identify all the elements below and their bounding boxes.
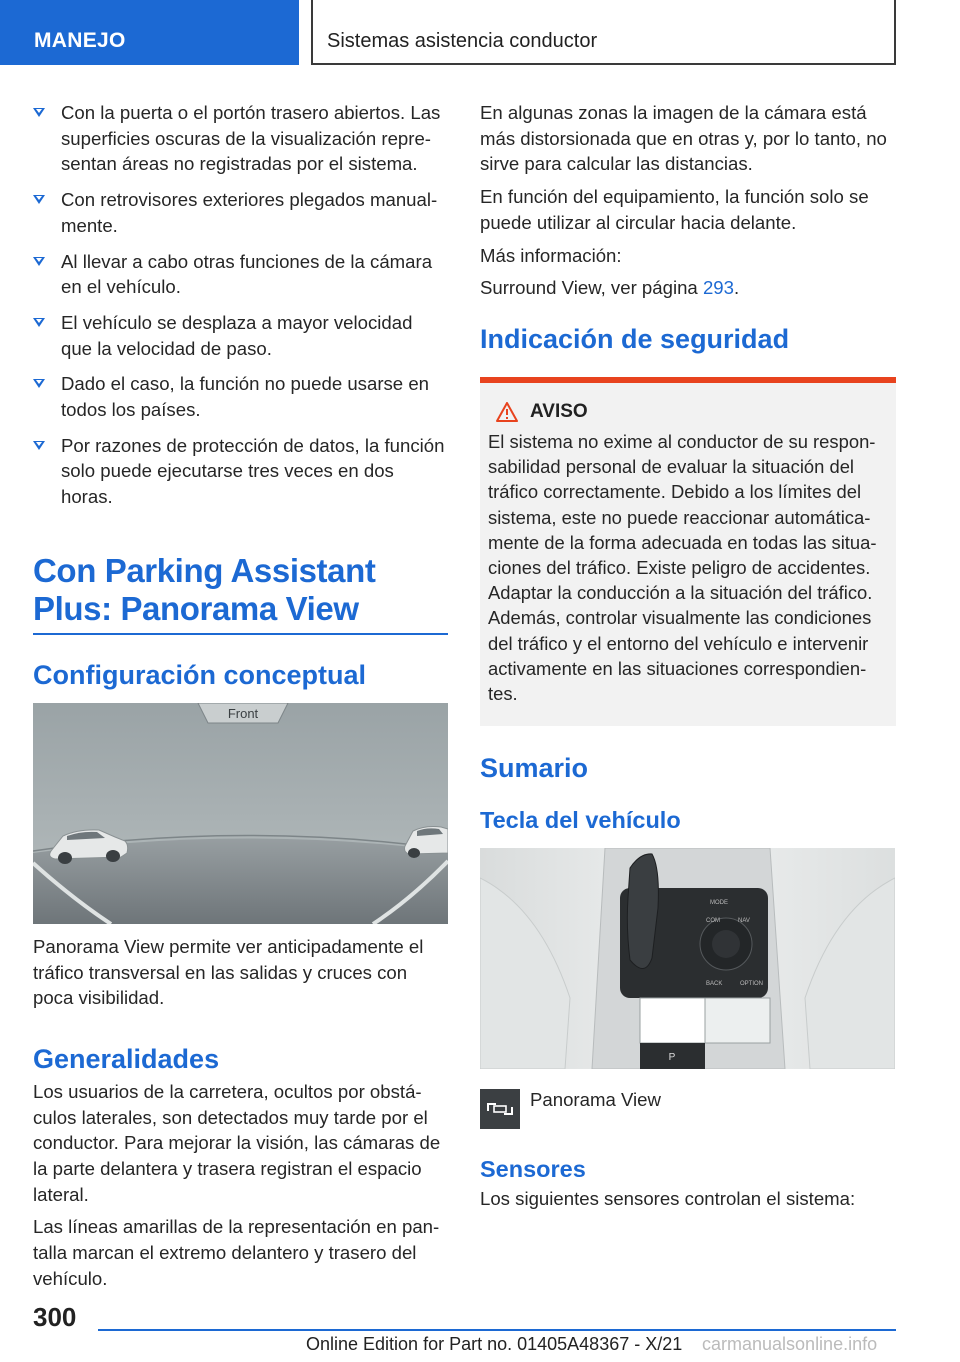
footer-watermark: carmanualsonline.info (702, 1334, 878, 1354)
console-mode-label: MODE (710, 900, 728, 907)
restriction-list (33, 100, 448, 510)
list-item: El vehículo se desplaza a mayor velocidad que la velocidad de paso. (33, 310, 448, 361)
panorama-view-illustration (33, 703, 448, 924)
triangle-bullet-icon (33, 257, 45, 266)
list-item: Con retrovisores exteriores plegados manualmente. (33, 187, 448, 238)
list-item: Dado el caso, la función no puede usarse en todos los países. (33, 371, 448, 422)
more-info-reference: Surround View, ver página 293. (480, 277, 740, 299)
vehicle-key-heading: Tecla del vehículo (480, 807, 681, 834)
list-item: Al llevar a cabo otras funciones de la cámara en el vehículo. (33, 249, 448, 300)
general-heading: Generalidades (33, 1043, 220, 1074)
header-section-tab (0, 0, 299, 65)
warning-title-row (496, 401, 888, 423)
figure-front-label: Front (227, 705, 259, 721)
triangle-bullet-icon (33, 441, 45, 450)
footer-divider (98, 1329, 896, 1331)
list-item: Con la puerta o el portón trasero abiertos. Las superficies oscuras de la visualización representan áreas no registradas por el sistema. (33, 100, 448, 177)
warning-text: El sistema no exime al conductor de su responsabilidad personal de evaluar la situación del tráfico correctamente. Debido a los límites del sistema, este no puede reaccionar automáticamente de la forma adecuada en todas las situaciones del tráfico. Existe peligro de accidentes. Adaptar la conducción a la situación del tráfico. Además, controlar visualmente las condiciones del tráfico y el entorno del vehículo e intervenir activamente en las situaciones correspondientes. (488, 430, 877, 704)
panorama-button-row (480, 1089, 896, 1131)
more-info-label: Más información: (480, 244, 622, 266)
console-nav-label: NAV (738, 918, 750, 925)
page-link[interactable]: 293 (702, 277, 734, 299)
panorama-view-button-icon (480, 1089, 520, 1129)
triangle-bullet-icon (33, 379, 45, 388)
panorama-button-label: Panorama View (530, 1089, 661, 1111)
header-chapter-box (311, 0, 896, 65)
console-back-label: BACK (706, 981, 723, 988)
general-paragraph-2: Las líneas amarillas de la representación en pantalla marcan el extremo delantero y trasero del vehículo. (33, 1216, 440, 1289)
triangle-bullet-icon (33, 195, 45, 204)
safety-heading: Indicación de seguridad (480, 323, 790, 354)
console-option-label: OPTION (740, 981, 764, 988)
main-section-heading: Con Parking Assistant Plus: Panorama View (33, 551, 376, 627)
triangle-bullet-icon (33, 108, 45, 117)
summary-heading: Sumario (480, 753, 589, 784)
center-console-figure (480, 848, 895, 1069)
general-paragraph-1: Los usuarios de la carretera, ocultos por obstáculos laterales, son detectados muy tarde por el conductor. Para mejorar la visión, las cámaras de la parte delantera y trasera registran el espacio lateral. (33, 1080, 441, 1205)
triangle-bullet-icon (33, 318, 45, 327)
header-chapter-title: Sistemas asistencia conductor (327, 30, 598, 52)
config-heading: Configuración conceptual (33, 659, 367, 690)
panorama-view-figure (33, 703, 448, 924)
page-number: 300 (33, 1302, 77, 1332)
figure-caption: Panorama View permite ver anticipadamente el tráfico transversal en las salidas y cruces con poca visibilidad. (33, 935, 424, 1009)
svg-text:P: P (668, 1052, 676, 1064)
equipment-paragraph: En función del equipamiento, la función solo se puede utilizar al circular hacia delante. (480, 186, 869, 233)
console-com-label: COM (706, 918, 720, 925)
warning-title: AVISO (530, 400, 588, 422)
warning-box (480, 377, 896, 726)
right-column (480, 100, 896, 1212)
sensors-text: Los siguientes sensores controlan el sistema: (480, 1188, 856, 1210)
left-column (33, 100, 448, 1292)
center-console-illustration (480, 848, 895, 1069)
distortion-paragraph: En algunas zonas la imagen de la cámara está más distorsionada que en otras y, por lo tanto, no sirve para calcular las distancias. (480, 102, 887, 175)
list-item: Por razones de protección de datos, la función solo puede ejecutarse tres veces en dos horas. (33, 433, 448, 510)
header-section-title: MANEJO (34, 29, 126, 52)
footer-edition: Online Edition for Part no. 01405A48367 - X/21 (306, 1334, 683, 1354)
sensors-heading: Sensores (480, 1156, 586, 1183)
warning-triangle-icon (496, 402, 518, 422)
heading-divider (33, 633, 448, 635)
